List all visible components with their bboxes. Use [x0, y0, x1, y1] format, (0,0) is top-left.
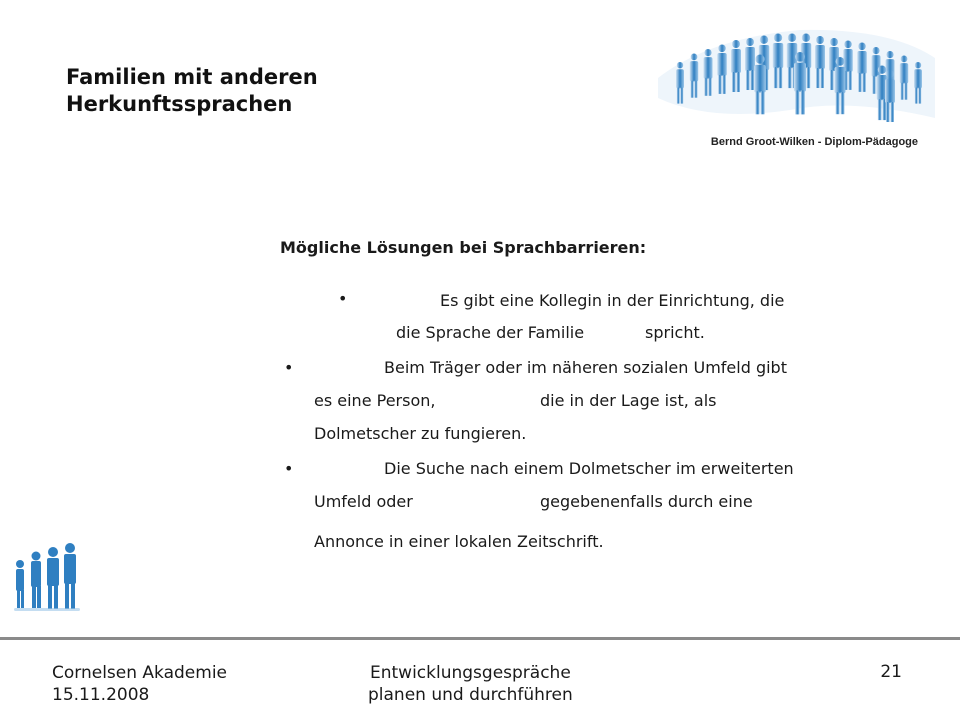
footer-left: [52, 662, 227, 706]
footer-date: 15.11.2008: [52, 685, 150, 705]
bullet-1-text-a: Es gibt eine Kollegin in der Einrichtung, die: [440, 291, 785, 310]
slide-title-line-2: Herkunftssprachen: [66, 92, 293, 116]
bullet-1-text-b: die Sprache der Familie: [396, 323, 585, 342]
bullet-3-text-d: Annonce in einer lokalen Zeitschrift.: [314, 532, 604, 551]
bullet-2-text-a: Beim Träger oder im näheren sozialen Umfeld gibt: [384, 358, 787, 377]
footer-divider: [0, 637, 960, 640]
footer-topic-line-1: Entwicklungsgespräche: [369, 663, 571, 683]
people-crowd-logo-icon: [650, 18, 940, 130]
footer-topic-line-2: planen und durchführen: [368, 685, 573, 705]
author-credit: Bernd Groot-Wilken - Diplom-Pädagoge: [710, 136, 918, 148]
bullet-1-marker: •: [338, 289, 348, 308]
footer-organization: Cornelsen Akademie: [52, 663, 227, 683]
bullet-3-text-c: gegebenenfalls durch eine: [540, 492, 753, 511]
footer-center: [368, 662, 573, 706]
slide-title-line-1: Familien mit anderen: [66, 65, 318, 89]
people-group-icon: [8, 540, 88, 614]
slide-title: [66, 64, 318, 118]
bullet-2-marker: •: [284, 358, 294, 377]
bullet-3-marker: •: [284, 459, 294, 478]
section-subheading: Mögliche Lösungen bei Sprachbarrieren:: [280, 238, 647, 257]
bullet-2-text-c: die in der Lage ist, als: [540, 391, 717, 410]
page-number: 21: [880, 662, 902, 682]
bullet-1-text-c: spricht.: [645, 323, 705, 342]
bullet-2-text-d: Dolmetscher zu fungieren.: [314, 424, 527, 443]
bullet-3-text-a: Die Suche nach einem Dolmetscher im erweiterten: [384, 459, 794, 478]
bullet-2-text-b: es eine Person,: [314, 391, 436, 410]
bullet-3-text-b: Umfeld oder: [314, 492, 413, 511]
